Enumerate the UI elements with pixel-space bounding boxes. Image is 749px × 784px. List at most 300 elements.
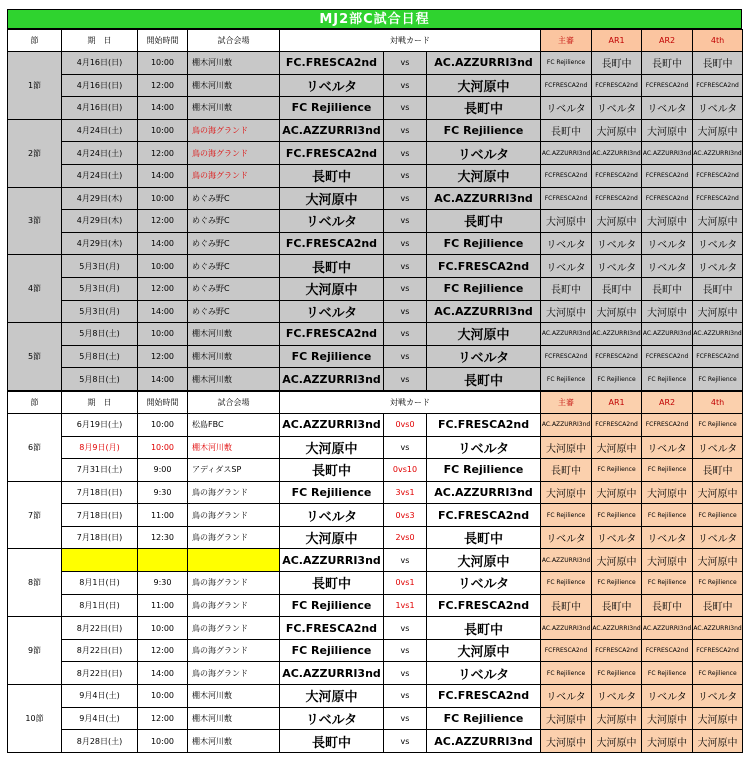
header-fourth: 4th — [693, 391, 743, 413]
referee-ar2: リベルタ — [642, 436, 693, 459]
referee-ar2: FC Rejilience — [642, 459, 693, 482]
match-date: 4月16日(日) — [62, 97, 138, 120]
referee-ar2: AC.AZZURRI3nd — [642, 142, 693, 165]
schedule-table-lower — [7, 391, 743, 753]
referee-ar2: FC Rejilience — [642, 662, 693, 685]
match-date: 4月29日(木) — [62, 210, 138, 233]
match-time: 10:00 — [138, 436, 188, 459]
section-label: 9節 — [8, 617, 62, 685]
table-row — [8, 255, 743, 278]
section-label: 1節 — [8, 52, 62, 120]
table-row — [8, 572, 743, 595]
match-time: 9:00 — [138, 459, 188, 482]
header-venue: 試合会場 — [188, 391, 280, 413]
header-card: 対戦カード — [280, 391, 541, 413]
home-team: FC Rejilience — [280, 345, 384, 368]
away-team: FC.FRESCA2nd — [427, 413, 541, 436]
home-team: FC Rejilience — [280, 97, 384, 120]
section-label: 7節 — [8, 481, 62, 549]
referee-chief: 長町中 — [541, 459, 592, 482]
home-team: リベルタ — [280, 210, 384, 233]
away-team: AC.AZZURRI3nd — [427, 187, 541, 210]
vs-label: vs — [384, 277, 427, 300]
referee-chief: FCFRESCA2nd — [541, 187, 592, 210]
home-team: AC.AZZURRI3nd — [280, 662, 384, 685]
match-time: 10:00 — [138, 52, 188, 75]
home-team: FC.FRESCA2nd — [280, 232, 384, 255]
vs-label: vs — [384, 707, 427, 730]
referee-ar2: リベルタ — [642, 232, 693, 255]
referee-ar2: FCFRESCA2nd — [642, 74, 693, 97]
away-team: FC Rejilience — [427, 707, 541, 730]
referee-fourth: FCFRESCA2nd — [693, 164, 743, 187]
match-time: 9:30 — [138, 572, 188, 595]
vs-label: vs — [384, 685, 427, 708]
match-date: 8月22日(日) — [62, 662, 138, 685]
match-date: 4月24日(土) — [62, 164, 138, 187]
referee-chief: AC.AZZURRI3nd — [541, 549, 592, 572]
match-score: 2vs0 — [384, 526, 427, 549]
table-row — [8, 594, 743, 617]
referee-ar1: 長町中 — [592, 594, 642, 617]
match-date: 8月1日(日) — [62, 594, 138, 617]
header-card: 対戦カード — [280, 30, 541, 52]
referee-ar1: 大河原中 — [592, 730, 642, 753]
referee-chief: AC.AZZURRI3nd — [541, 413, 592, 436]
referee-fourth: リベルタ — [693, 255, 743, 278]
match-venue: 棚木河川敷 — [188, 685, 280, 708]
vs-label: vs — [384, 345, 427, 368]
home-team: リベルタ — [280, 300, 384, 323]
referee-fourth: FCFRESCA2nd — [693, 74, 743, 97]
home-team: 長町中 — [280, 572, 384, 595]
match-date: 5月8日(土) — [62, 345, 138, 368]
schedule-sheet — [7, 9, 742, 753]
match-time: 12:30 — [138, 526, 188, 549]
referee-ar1: リベルタ — [592, 685, 642, 708]
away-team: FC.FRESCA2nd — [427, 255, 541, 278]
vs-label: vs — [384, 323, 427, 346]
referee-ar1: リベルタ — [592, 255, 642, 278]
table-row — [8, 142, 743, 165]
match-date: 4月29日(木) — [62, 232, 138, 255]
referee-fourth: 大河原中 — [693, 210, 743, 233]
vs-label: vs — [384, 662, 427, 685]
match-venue: 鳥の海グランド — [188, 617, 280, 640]
referee-chief: 大河原中 — [541, 210, 592, 233]
referee-ar2: 大河原中 — [642, 730, 693, 753]
referee-fourth: リベルタ — [693, 232, 743, 255]
away-team: AC.AZZURRI3nd — [427, 481, 541, 504]
referee-ar2: リベルタ — [642, 97, 693, 120]
referee-ar2: 大河原中 — [642, 549, 693, 572]
referee-chief: 大河原中 — [541, 436, 592, 459]
referee-chief: 大河原中 — [541, 300, 592, 323]
away-team: リベルタ — [427, 572, 541, 595]
vs-label: vs — [384, 142, 427, 165]
match-venue: めぐみ野C — [188, 300, 280, 323]
match-time: 12:00 — [138, 74, 188, 97]
referee-ar1: 大河原中 — [592, 549, 642, 572]
home-team: 長町中 — [280, 164, 384, 187]
match-venue: 鳥の海グランド — [188, 572, 280, 595]
match-date: 7月18日(日) — [62, 481, 138, 504]
table-row — [8, 368, 743, 391]
match-time: 12:00 — [138, 345, 188, 368]
match-venue: 棚木河川敷 — [188, 74, 280, 97]
match-score: 1vs1 — [384, 594, 427, 617]
table-row — [8, 639, 743, 662]
referee-fourth: FC Rejilience — [693, 504, 743, 527]
referee-chief: FCFRESCA2nd — [541, 74, 592, 97]
match-time: 11:00 — [138, 594, 188, 617]
match-time: 12:00 — [138, 639, 188, 662]
vs-label: vs — [384, 617, 427, 640]
match-time: 14:00 — [138, 300, 188, 323]
away-team: FC.FRESCA2nd — [427, 594, 541, 617]
section-label: 6節 — [8, 413, 62, 481]
match-venue: 鳥の海グランド — [188, 142, 280, 165]
away-team: 長町中 — [427, 210, 541, 233]
referee-fourth: 長町中 — [693, 277, 743, 300]
match-venue: アディダスSP — [188, 459, 280, 482]
home-team: 長町中 — [280, 459, 384, 482]
referee-fourth: AC.AZZURRI3nd — [693, 617, 743, 640]
match-date: 5月8日(土) — [62, 323, 138, 346]
referee-ar1: FC Rejilience — [592, 459, 642, 482]
table-row — [8, 504, 743, 527]
home-team: FC Rejilience — [280, 639, 384, 662]
away-team: FC Rejilience — [427, 232, 541, 255]
referee-fourth: 大河原中 — [693, 481, 743, 504]
match-date: 8月28日(土) — [62, 730, 138, 753]
vs-label: vs — [384, 74, 427, 97]
match-date: 9月4日(土) — [62, 685, 138, 708]
referee-ar2: FC Rejilience — [642, 572, 693, 595]
match-venue: 棚木河川敷 — [188, 707, 280, 730]
home-team: AC.AZZURRI3nd — [280, 368, 384, 391]
match-venue: めぐみ野C — [188, 277, 280, 300]
referee-fourth: AC.AZZURRI3nd — [693, 142, 743, 165]
match-date: 8月9日(月) — [62, 436, 138, 459]
match-venue: めぐみ野C — [188, 232, 280, 255]
away-team: FC Rejilience — [427, 277, 541, 300]
referee-chief: リベルタ — [541, 526, 592, 549]
referee-chief: FC Rejilience — [541, 572, 592, 595]
match-time: 14:00 — [138, 662, 188, 685]
table-row — [8, 97, 743, 120]
referee-chief: リベルタ — [541, 232, 592, 255]
referee-ar1: FCFRESCA2nd — [592, 187, 642, 210]
referee-chief: FCFRESCA2nd — [541, 639, 592, 662]
match-time: 12:00 — [138, 210, 188, 233]
match-date: 6月19日(土) — [62, 413, 138, 436]
match-venue: めぐみ野C — [188, 187, 280, 210]
away-team: FC Rejilience — [427, 119, 541, 142]
table-row — [8, 662, 743, 685]
referee-ar2: FCFRESCA2nd — [642, 639, 693, 662]
home-team: FC.FRESCA2nd — [280, 617, 384, 640]
away-team: 大河原中 — [427, 323, 541, 346]
away-team: FC.FRESCA2nd — [427, 685, 541, 708]
referee-ar1: 大河原中 — [592, 119, 642, 142]
vs-label: vs — [384, 255, 427, 278]
match-venue: めぐみ野C — [188, 210, 280, 233]
home-team: FC Rejilience — [280, 481, 384, 504]
table-row — [8, 549, 743, 572]
referee-ar1: 大河原中 — [592, 707, 642, 730]
away-team: リベルタ — [427, 662, 541, 685]
referee-ar2: リベルタ — [642, 255, 693, 278]
header-ar1: AR1 — [592, 391, 642, 413]
table-row — [8, 187, 743, 210]
referee-chief: 大河原中 — [541, 730, 592, 753]
referee-fourth: リベルタ — [693, 436, 743, 459]
referee-fourth: リベルタ — [693, 685, 743, 708]
referee-chief: FC Rejilience — [541, 52, 592, 75]
section-label: 8節 — [8, 549, 62, 617]
away-team: AC.AZZURRI3nd — [427, 300, 541, 323]
referee-ar2: リベルタ — [642, 526, 693, 549]
vs-label: vs — [384, 549, 427, 572]
header-time: 開始時間 — [138, 30, 188, 52]
header-chief: 主審 — [541, 30, 592, 52]
vs-label: vs — [384, 436, 427, 459]
away-team: リベルタ — [427, 436, 541, 459]
match-time — [138, 549, 188, 572]
header-section: 節 — [8, 391, 62, 413]
away-team: FC.FRESCA2nd — [427, 504, 541, 527]
referee-ar2: 大河原中 — [642, 300, 693, 323]
referee-ar2: 長町中 — [642, 52, 693, 75]
match-time: 14:00 — [138, 164, 188, 187]
home-team: FC.FRESCA2nd — [280, 52, 384, 75]
table-row — [8, 300, 743, 323]
home-team: AC.AZZURRI3nd — [280, 549, 384, 572]
referee-chief: 長町中 — [541, 277, 592, 300]
match-score: 0vs1 — [384, 572, 427, 595]
referee-fourth: FC Rejilience — [693, 413, 743, 436]
match-time: 10:00 — [138, 413, 188, 436]
match-date: 4月16日(日) — [62, 74, 138, 97]
match-venue: 棚木河川敷 — [188, 436, 280, 459]
table-row — [8, 74, 743, 97]
referee-fourth: AC.AZZURRI3nd — [693, 323, 743, 346]
match-score: 0vs0 — [384, 413, 427, 436]
home-team: 長町中 — [280, 255, 384, 278]
match-venue: 棚木河川敷 — [188, 345, 280, 368]
header-row — [8, 391, 743, 413]
referee-chief: FC Rejilience — [541, 368, 592, 391]
match-venue: めぐみ野C — [188, 255, 280, 278]
referee-ar2: 大河原中 — [642, 119, 693, 142]
vs-label: vs — [384, 187, 427, 210]
referee-ar1: 長町中 — [592, 277, 642, 300]
referee-ar1: FCFRESCA2nd — [592, 74, 642, 97]
referee-fourth: 長町中 — [693, 52, 743, 75]
table-row — [8, 459, 743, 482]
vs-label: vs — [384, 52, 427, 75]
match-date — [62, 549, 138, 572]
vs-label: vs — [384, 730, 427, 753]
referee-ar1: 長町中 — [592, 52, 642, 75]
section-label: 3節 — [8, 187, 62, 255]
home-team: FC.FRESCA2nd — [280, 323, 384, 346]
away-team: AC.AZZURRI3nd — [427, 730, 541, 753]
match-date: 4月24日(土) — [62, 142, 138, 165]
vs-label: vs — [384, 164, 427, 187]
referee-ar2: AC.AZZURRI3nd — [642, 617, 693, 640]
header-date: 期 日 — [62, 30, 138, 52]
section-label: 4節 — [8, 255, 62, 323]
match-venue: 鳥の海グランド — [188, 164, 280, 187]
referee-chief: FCFRESCA2nd — [541, 164, 592, 187]
referee-ar1: 大河原中 — [592, 481, 642, 504]
table-row — [8, 436, 743, 459]
match-venue: 鳥の海グランド — [188, 594, 280, 617]
referee-fourth: FCFRESCA2nd — [693, 187, 743, 210]
table-row — [8, 526, 743, 549]
referee-chief: AC.AZZURRI3nd — [541, 323, 592, 346]
away-team: リベルタ — [427, 345, 541, 368]
referee-chief: リベルタ — [541, 97, 592, 120]
section-label: 5節 — [8, 323, 62, 391]
match-date: 4月16日(日) — [62, 52, 138, 75]
match-venue: 棚木河川敷 — [188, 323, 280, 346]
match-venue: 鳥の海グランド — [188, 639, 280, 662]
referee-ar1: リベルタ — [592, 232, 642, 255]
referee-ar1: FCFRESCA2nd — [592, 413, 642, 436]
referee-chief: 長町中 — [541, 594, 592, 617]
home-team: 大河原中 — [280, 685, 384, 708]
referee-fourth: リベルタ — [693, 526, 743, 549]
referee-chief: 大河原中 — [541, 707, 592, 730]
table-row — [8, 232, 743, 255]
header-fourth: 4th — [693, 30, 743, 52]
referee-fourth: 大河原中 — [693, 730, 743, 753]
match-venue: 鳥の海グランド — [188, 481, 280, 504]
match-date: 9月4日(土) — [62, 707, 138, 730]
match-date: 7月31日(土) — [62, 459, 138, 482]
match-venue: 鳥の海グランド — [188, 662, 280, 685]
away-team: 大河原中 — [427, 164, 541, 187]
table-row — [8, 210, 743, 233]
referee-chief: AC.AZZURRI3nd — [541, 142, 592, 165]
vs-label: vs — [384, 639, 427, 662]
home-team: 大河原中 — [280, 436, 384, 459]
referee-ar2: リベルタ — [642, 685, 693, 708]
table-row — [8, 730, 743, 753]
referee-ar2: FC Rejilience — [642, 368, 693, 391]
home-team: AC.AZZURRI3nd — [280, 413, 384, 436]
vs-label: vs — [384, 97, 427, 120]
referee-ar2: 大河原中 — [642, 707, 693, 730]
vs-label: vs — [384, 300, 427, 323]
match-time: 11:00 — [138, 504, 188, 527]
page-title: MJ2部C試合日程 — [7, 9, 742, 29]
referee-chief: 長町中 — [541, 119, 592, 142]
vs-label: vs — [384, 210, 427, 233]
match-venue: 棚木河川敷 — [188, 368, 280, 391]
home-team: 大河原中 — [280, 277, 384, 300]
referee-ar1: FC Rejilience — [592, 572, 642, 595]
match-venue: 棚木河川敷 — [188, 730, 280, 753]
referee-ar1: AC.AZZURRI3nd — [592, 142, 642, 165]
referee-fourth: リベルタ — [693, 97, 743, 120]
away-team: 長町中 — [427, 97, 541, 120]
match-venue: 鳥の海グランド — [188, 504, 280, 527]
away-team: 大河原中 — [427, 549, 541, 572]
away-team: 長町中 — [427, 526, 541, 549]
referee-ar2: 長町中 — [642, 594, 693, 617]
match-time: 14:00 — [138, 232, 188, 255]
home-team: AC.AZZURRI3nd — [280, 119, 384, 142]
match-date: 4月29日(木) — [62, 187, 138, 210]
away-team: 大河原中 — [427, 74, 541, 97]
table-row — [8, 52, 743, 75]
match-date: 8月22日(日) — [62, 639, 138, 662]
match-venue — [188, 549, 280, 572]
vs-label: vs — [384, 232, 427, 255]
match-date: 5月8日(土) — [62, 368, 138, 391]
match-time: 10:00 — [138, 323, 188, 346]
home-team: リベルタ — [280, 707, 384, 730]
referee-chief: AC.AZZURRI3nd — [541, 617, 592, 640]
away-team: 大河原中 — [427, 639, 541, 662]
referee-ar1: FCFRESCA2nd — [592, 164, 642, 187]
match-time: 10:00 — [138, 730, 188, 753]
table-row — [8, 277, 743, 300]
referee-chief: リベルタ — [541, 255, 592, 278]
referee-ar2: FC Rejilience — [642, 504, 693, 527]
table-row — [8, 345, 743, 368]
match-date: 5月3日(月) — [62, 277, 138, 300]
home-team: 長町中 — [280, 730, 384, 753]
referee-ar2: 大河原中 — [642, 210, 693, 233]
referee-ar1: リベルタ — [592, 97, 642, 120]
match-venue: 棚木河川敷 — [188, 97, 280, 120]
home-team: FC Rejilience — [280, 594, 384, 617]
match-date: 8月22日(日) — [62, 617, 138, 640]
header-date: 期 日 — [62, 391, 138, 413]
referee-ar1: AC.AZZURRI3nd — [592, 617, 642, 640]
schedule-table-upper — [7, 29, 743, 391]
referee-chief: FC Rejilience — [541, 662, 592, 685]
referee-fourth: FCFRESCA2nd — [693, 639, 743, 662]
match-time: 10:00 — [138, 119, 188, 142]
referee-fourth: 大河原中 — [693, 300, 743, 323]
match-time: 14:00 — [138, 368, 188, 391]
referee-ar1: FC Rejilience — [592, 662, 642, 685]
referee-ar2: AC.AZZURRI3nd — [642, 323, 693, 346]
referee-ar2: FCFRESCA2nd — [642, 413, 693, 436]
match-time: 14:00 — [138, 97, 188, 120]
match-score: 0vs10 — [384, 459, 427, 482]
match-time: 10:00 — [138, 255, 188, 278]
away-team: AC.AZZURRI3nd — [427, 52, 541, 75]
referee-fourth: 大河原中 — [693, 119, 743, 142]
match-date: 5月3日(月) — [62, 300, 138, 323]
vs-label: vs — [384, 368, 427, 391]
table-row — [8, 685, 743, 708]
home-team: 大河原中 — [280, 526, 384, 549]
match-venue: 松島FBC — [188, 413, 280, 436]
referee-fourth: FCFRESCA2nd — [693, 345, 743, 368]
header-row — [8, 30, 743, 52]
match-time: 12:00 — [138, 707, 188, 730]
referee-ar2: FCFRESCA2nd — [642, 187, 693, 210]
match-venue: 棚木河川敷 — [188, 52, 280, 75]
